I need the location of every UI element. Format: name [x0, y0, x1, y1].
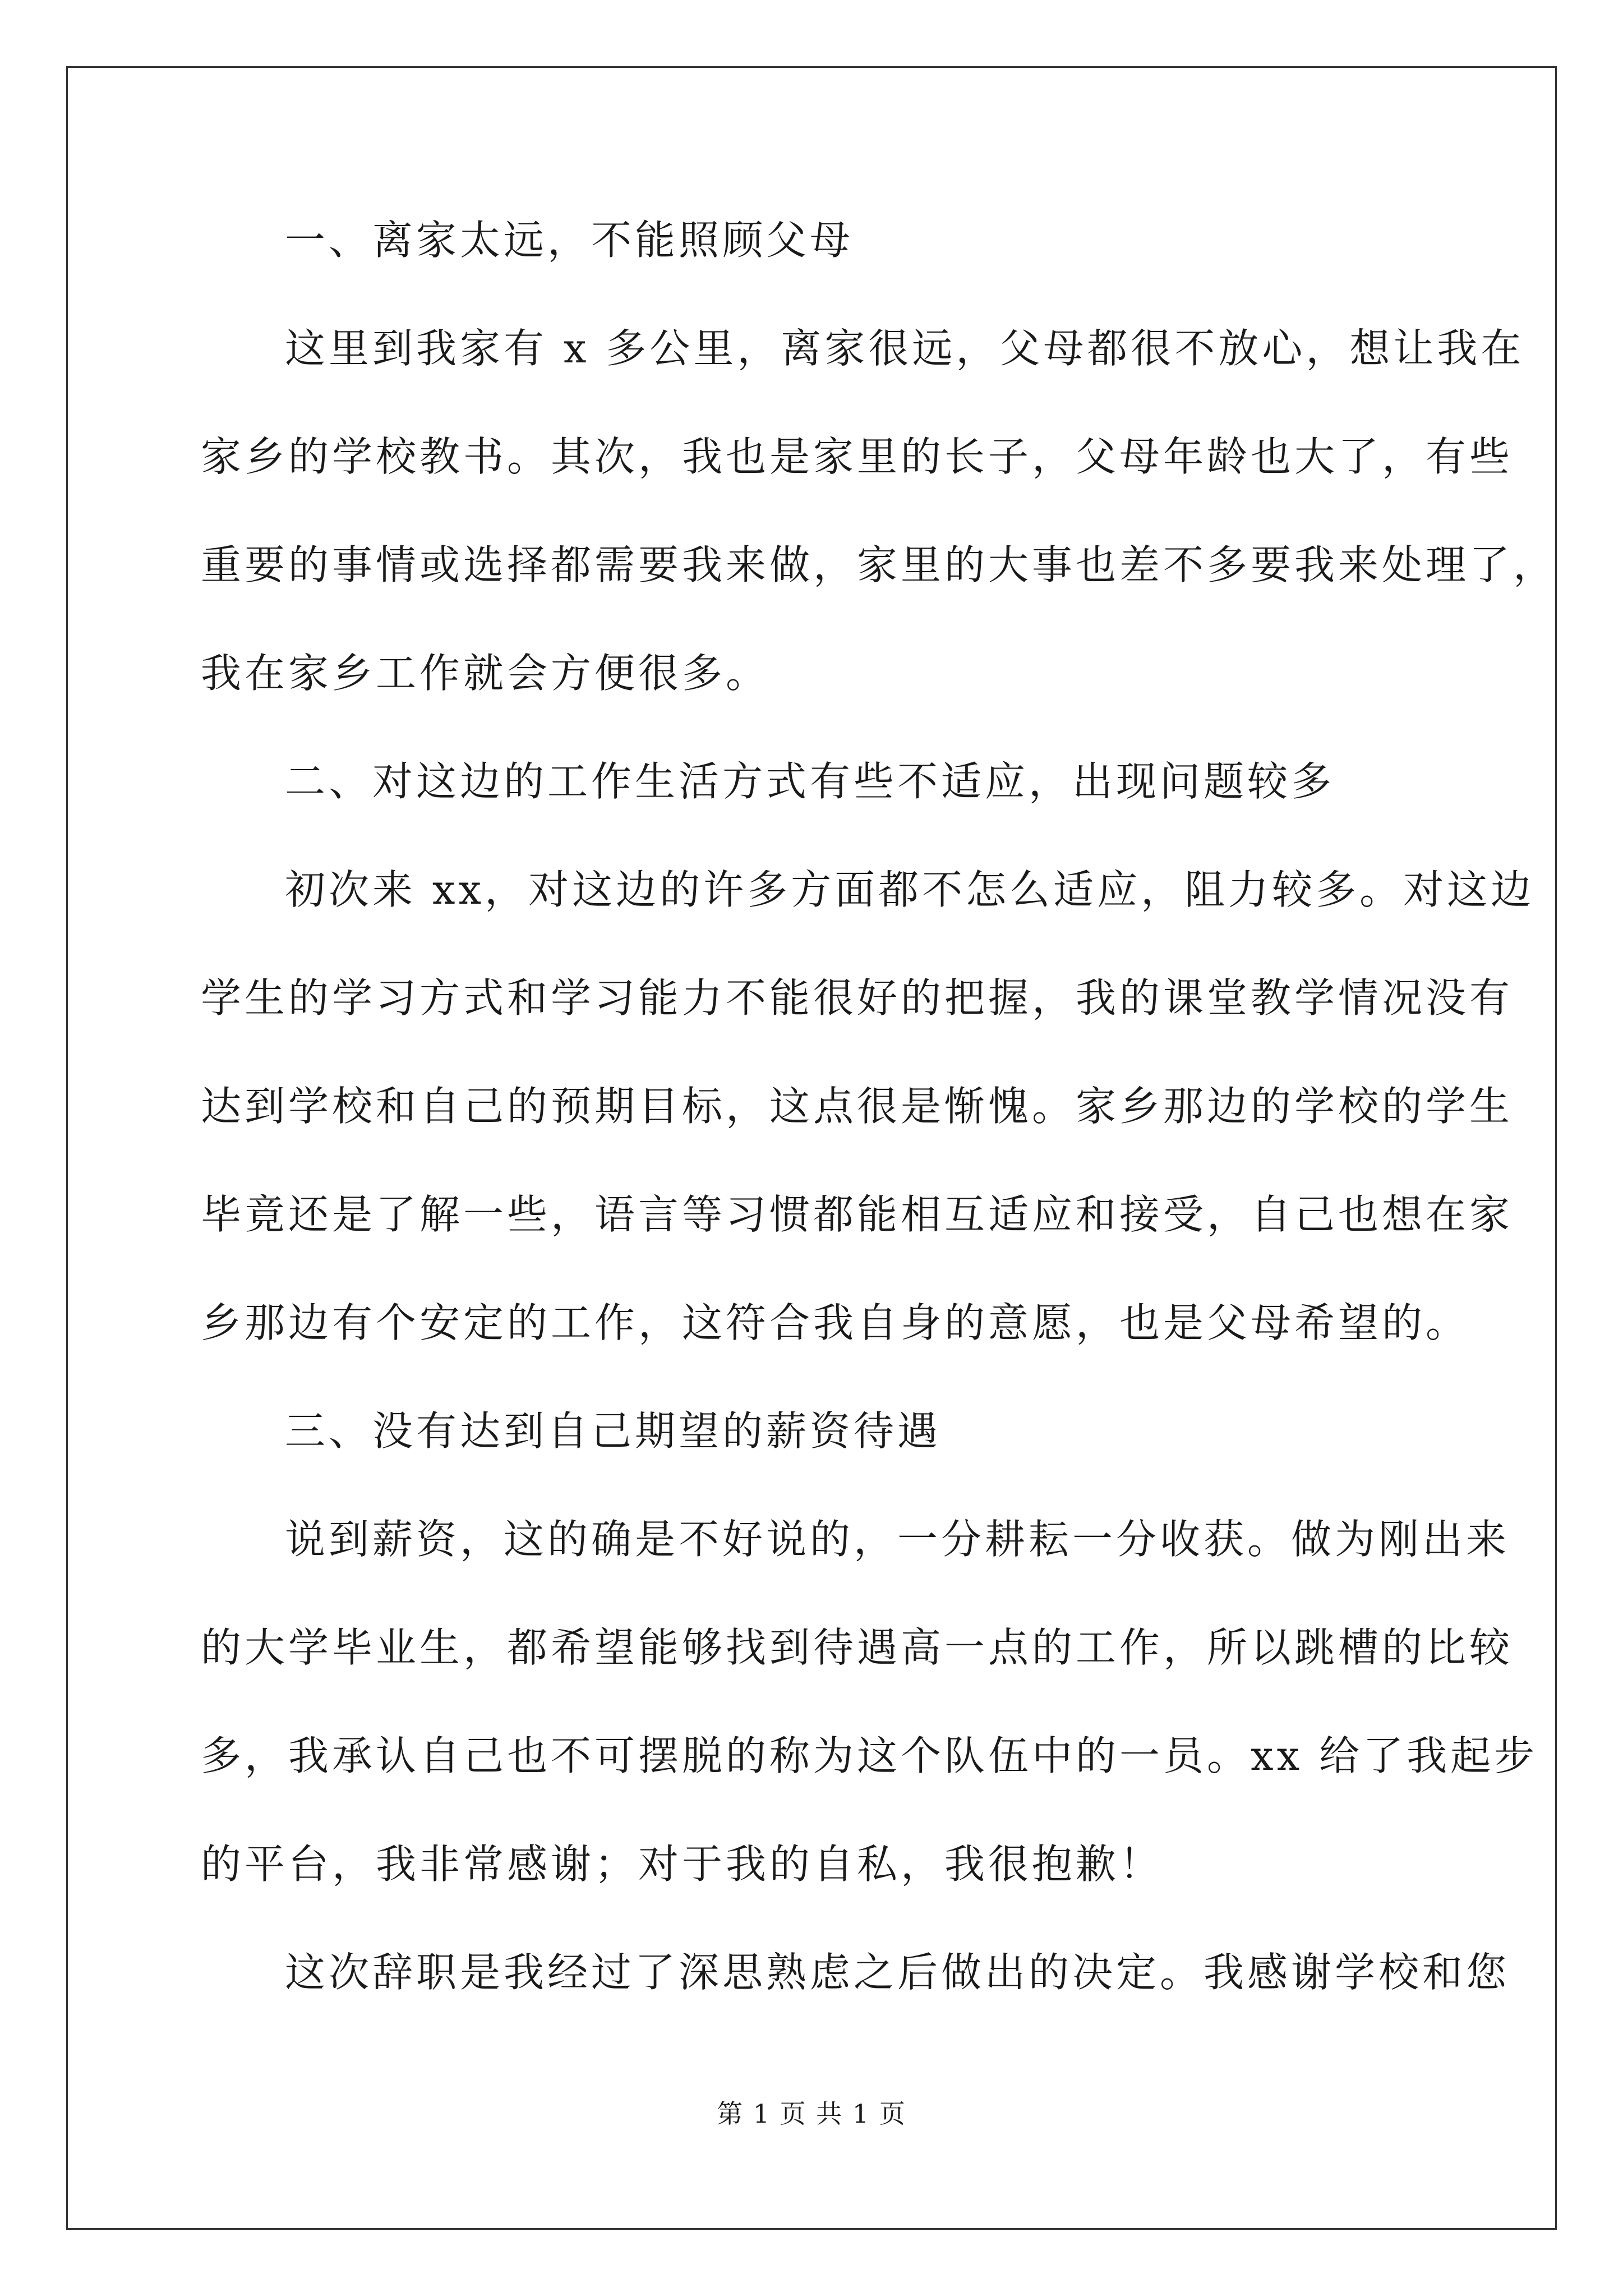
paragraph-line: 毕竟还是了解一些，语言等习惯都能相互适应和接受，自己也想在家 — [201, 1191, 1514, 1238]
heading-2: 二、对这边的工作生活方式有些不适应，出现问题较多 — [285, 758, 1335, 805]
paragraph-line: 说到薪资，这的确是不好说的，一分耕耘一分收获。做为刚出来 — [285, 1516, 1510, 1563]
page-frame — [66, 66, 1557, 2230]
paragraph-line: 达到学校和自己的预期目标，这点很是惭愧。家乡那边的学校的学生 — [201, 1083, 1514, 1130]
paragraph-line: 重要的事情或选择都需要我来做，家里的大事也差不多要我来处理了， — [201, 541, 1557, 588]
paragraph-line: 家乡的学校教书。其次，我也是家里的长子，父母年龄也大了，有些 — [201, 433, 1514, 480]
heading-3: 三、没有达到自己期望的薪资待遇 — [285, 1407, 942, 1455]
paragraph-line: 的平台，我非常感谢；对于我的自私，我很抱歉！ — [201, 1841, 1164, 1888]
page-number-footer: 第 1 页 共 1 页 — [717, 2099, 906, 2129]
paragraph-line: 初次来 xx，对这边的许多方面都不怎么适应，阻力较多。对这边 — [285, 866, 1535, 913]
paragraph-line: 的大学毕业生，都希望能够找到待遇高一点的工作，所以跳槽的比较 — [201, 1624, 1514, 1671]
paragraph-line: 多，我承认自己也不可摆脱的称为这个队伍中的一员。xx 给了我起步 — [201, 1732, 1538, 1779]
paragraph-line: 学生的学习方式和学习能力不能很好的把握，我的课堂教学情况没有 — [201, 974, 1514, 1022]
paragraph-line: 这次辞职是我经过了深思熟虑之后做出的决定。我感谢学校和您 — [285, 1949, 1510, 1996]
heading-1: 一、离家太远，不能照顾父母 — [285, 217, 854, 264]
paragraph-line: 这里到我家有 x 多公里，离家很远，父母都很不放心，想让我在 — [285, 325, 1525, 372]
paragraph-line: 我在家乡工作就会方便很多。 — [201, 650, 770, 697]
paragraph-line: 乡那边有个安定的工作，这符合我自身的意愿，也是父母希望的。 — [201, 1299, 1470, 1346]
